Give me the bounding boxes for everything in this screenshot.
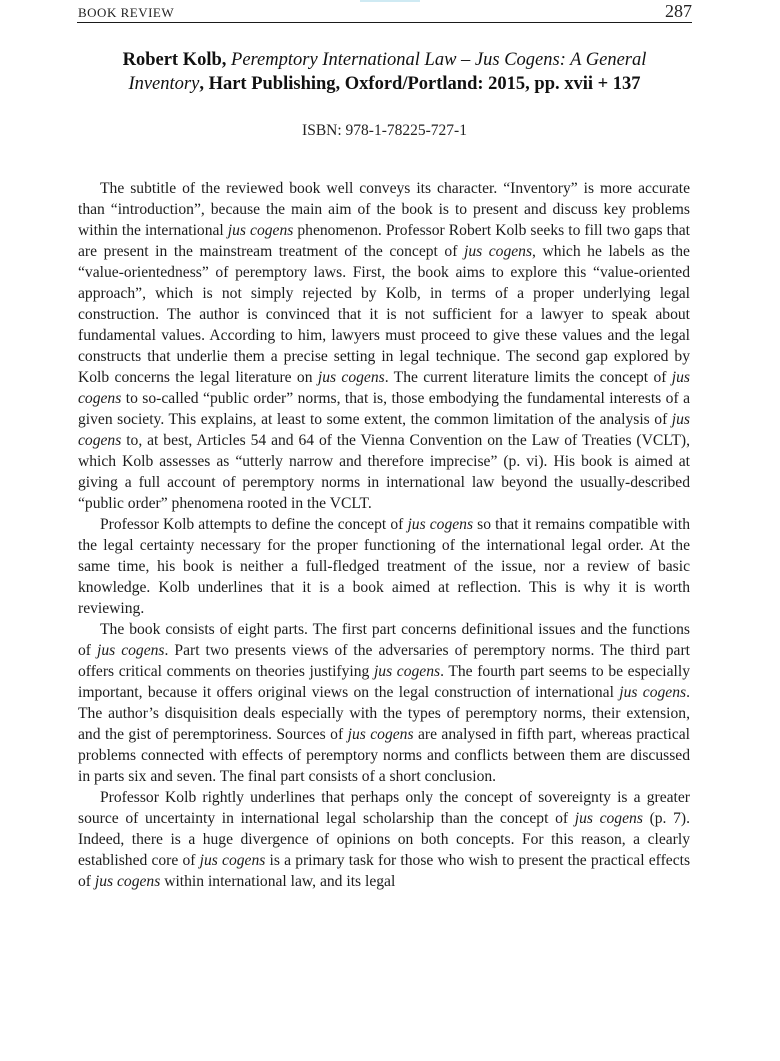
italic-term: jus cogens	[317, 369, 385, 386]
italic-term: jus cogens	[227, 222, 294, 239]
italic-term: jus cogens	[199, 852, 266, 869]
isbn: ISBN: 978-1-78225-727-1	[302, 122, 467, 139]
paragraph: Professor Kolb attempts to define the concept of jus cogens so that it remains compatible with the legal certainty necessary for the proper functioning of the international legal order. At the same time, his book is neither a full-fledged treatment of the issue, nor a review of basic knowledge. Kolb underlines that it is a book aimed at reflection. This is why it is worth reviewing.	[78, 516, 691, 617]
italic-term: jus cogens	[619, 684, 687, 701]
italic-term: jus cogens	[78, 369, 690, 407]
publication-info: , Hart Publishing, Oxford/Portland: 2015, pp. xvii + 137	[199, 74, 641, 94]
italic-term: jus cogens	[347, 726, 414, 743]
paragraph: The book consists of eight parts. The first part concerns definitional issues and the functions of jus cogens. Part two presents views of the adversaries of peremptory norms. The third part offers critical comments on theories justifying jus cogens. The fourth part seems to be especially important, because it offers original views on the legal construction of international jus cogens. The author’s disquisition deals especially with the types of peremptory norms, their extension, and the gist of peremptoriness. Sources of jus cogens are analysed in fifth part, whereas practical problems connected with effects of peremptory norms and conflicts between them are discussed in parts six and seven. The final part consists of a short conclusion.	[78, 621, 691, 785]
italic-term: jus cogens	[94, 873, 161, 890]
page-number: 287	[665, 1, 692, 21]
italic-term: jus cogens	[97, 642, 165, 659]
review-title: Robert Kolb, Peremptory International Law – Jus Cogens: A General Inventory, Hart Publishing, Oxford/Portland: 2015, pp. xvii + 137	[122, 50, 647, 94]
running-head-section: BOOK REVIEW	[78, 5, 175, 20]
italic-term: jus cogens	[574, 810, 643, 827]
italic-term: jus cogens	[373, 663, 441, 680]
review-body	[78, 178, 690, 892]
book-title: Peremptory International Law – Jus Cogens: A General Inventory	[128, 50, 647, 94]
italic-term: jus cogens	[407, 516, 474, 533]
running-head	[77, 2, 692, 23]
paragraph: The subtitle of the reviewed book well conveys its character. “Inventory” is more accurate than “introduction”, because the main aim of the book is to present and discuss key problems within the international jus cogens phenomenon. Professor Robert Kolb seeks to fill two gaps that are present in the mainstream treatment of the concept of jus cogens, which he labels as the “value-orientedness” of peremptory laws. First, the book aims to explore this “value-oriented approach”, which is not simply rejected by Kolb, in terms of a proper underlying legal construction. The author is convinced that it is not sufficient for a lawyer to speak about fundamental values. According to him, lawyers must proceed to give these values and the legal constructs that underlie them a precise setting in legal technique. The second gap explored by Kolb concerns the legal literature on jus cogens. The current literature limits the concept of jus cogens to so-called “public order” norms, that is, those embodying the fundamental interests of a given society. This explains, at least to some extent, the common limitation of the analysis of jus cogens to, at best, Articles 54 and 64 of the Vienna Convention on the Law of Treaties (VCLT), which Kolb assesses as “utterly narrow and therefore imprecise” (p. vi). His book is aimed at giving a full account of peremptory norms in international law beyond the usually-described “public order” phenomena rooted in the VCLT.	[78, 180, 691, 512]
book-author: Robert Kolb	[122, 50, 222, 70]
italic-term: jus cogens	[463, 243, 533, 260]
italic-term: jus cogens	[78, 411, 690, 449]
paragraph: Professor Kolb rightly underlines that perhaps only the concept of sovereignty is a greater source of uncertainty in international legal scholarship than the concept of jus cogens (p. 7). Indeed, there is a huge divergence of opinions on both concepts. For this reason, a clearly established core of jus cogens is a primary task for those who wish to present the practical effects of jus cogens within international law, and its legal	[78, 789, 691, 890]
